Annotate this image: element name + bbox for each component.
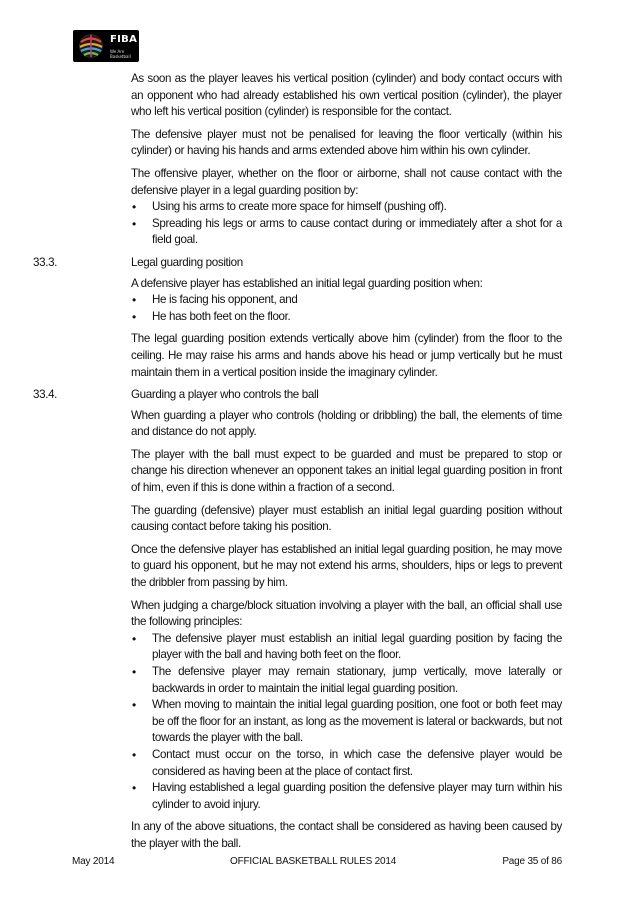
- paragraph: [131, 408, 562, 441]
- list-item: • The defensive player may remain stationary, jump vertically, move laterally or backwards in order to maintain the initial legal guarding position.: [131, 664, 562, 697]
- list-item: • Using his arms to create more space for himself (pushing off).: [131, 199, 562, 216]
- paragraph: The defensive player must not be penalised for leaving the floor vertically (within his cylinder) or having his hands and arms extended above him within his own cylinder.: [131, 127, 562, 158]
- emphasis-text: not towards: [152, 714, 562, 745]
- rules-body: [33, 71, 562, 859]
- list-item: • The defensive player must establish an initial legal guarding position by facing the player with the ball and having both feet on the floor.: [131, 631, 562, 664]
- list-item: [131, 697, 562, 747]
- footer-date: May 2014: [72, 856, 115, 867]
- text-run: When guarding a player who controls (holding or dribbling) the ball, the: [131, 408, 482, 422]
- text-run: his cylinder to avoid injury.: [152, 781, 562, 811]
- globe-icon: [76, 33, 106, 59]
- paragraph: In any of the above situations, the contact shall be considered as having been caused by the player with the ball.: [131, 820, 562, 850]
- emphasis-text: within: [517, 781, 545, 795]
- footer-title: OFFICIAL BASKETBALL RULES 2014: [230, 856, 397, 867]
- section-number: 33.4.: [33, 388, 58, 402]
- list-item: • He is facing his opponent, and: [131, 292, 562, 309]
- section-heading-33-3: [33, 255, 562, 272]
- logo-wordmark: FIBA: [110, 34, 138, 45]
- list-item: • He has both feet on the floor.: [131, 309, 562, 326]
- logo-tagline: We Are Basketball: [110, 49, 131, 59]
- section-heading-33-4: [33, 387, 562, 404]
- text-run: When moving to maintain the initial legal guarding position, one foot or both feet may be off the floor for an instant, as long as the movement is lateral or backwards, but: [152, 698, 562, 728]
- section-number: 33.3.: [33, 255, 58, 269]
- paragraph: The offensive player, whether on the floor or airborne, shall not cause contact with the defensive player in a legal guarding position by:: [131, 166, 562, 197]
- list-item: • Spreading his legs or arms to cause contact during or immediately after a shot for a field goal.: [131, 216, 562, 249]
- section-title: Guarding a player who controls the ball: [131, 388, 319, 402]
- paragraph: As soon as the player leaves his vertical position (cylinder) and body contact occurs with an opponent who had already established his own vertical position (cylinder), the player who left his vertical position (cylinder) is responsible for the contact.: [131, 72, 562, 119]
- page-number: Page 35 of 86: [502, 856, 562, 867]
- text-run: the player with the ball.: [190, 731, 303, 745]
- list-item: [131, 780, 562, 813]
- text-run: Having established a legal guarding position the defensive player may turn: [152, 781, 518, 795]
- bullet-list: [131, 631, 562, 814]
- paragraph: The guarding (defensive) player must establish an initial legal guarding position without causing contact before taking his position.: [131, 503, 562, 534]
- list-item: • Contact must occur on the torso, in which case the defensive player would be considered as having been at the place of contact first.: [131, 747, 562, 780]
- emphasis-text: elements of time and distance do not apply.: [131, 408, 562, 439]
- paragraph: The player with the ball must expect to be guarded and must be prepared to stop or change his direction whenever an opponent takes an initial legal guarding position in front of him, even if this is done within a fraction of a second.: [131, 447, 562, 495]
- paragraph: When judging a charge/block situation involving a player with the ball, an official shall use the following principles:: [131, 598, 562, 629]
- paragraph: Once the defensive player has established an initial legal guarding position, he may move to guard his opponent, but he may not extend his arms, shoulders, hips or legs to prevent the dribbler from passing by him.: [131, 542, 562, 590]
- paragraph: A defensive player has established an initial legal guarding position when:: [131, 276, 483, 290]
- section-title: Legal guarding position: [131, 255, 243, 269]
- bullet-list: [131, 292, 562, 325]
- bullet-list: [131, 199, 562, 249]
- paragraph: The legal guarding position extends vertically above him (cylinder) from the floor to the ceiling. He may raise his arms and hands above his head or jump vertically but he must maintain them in a vertical position inside the imaginary cylinder.: [131, 332, 562, 379]
- fiba-logo: [73, 30, 139, 62]
